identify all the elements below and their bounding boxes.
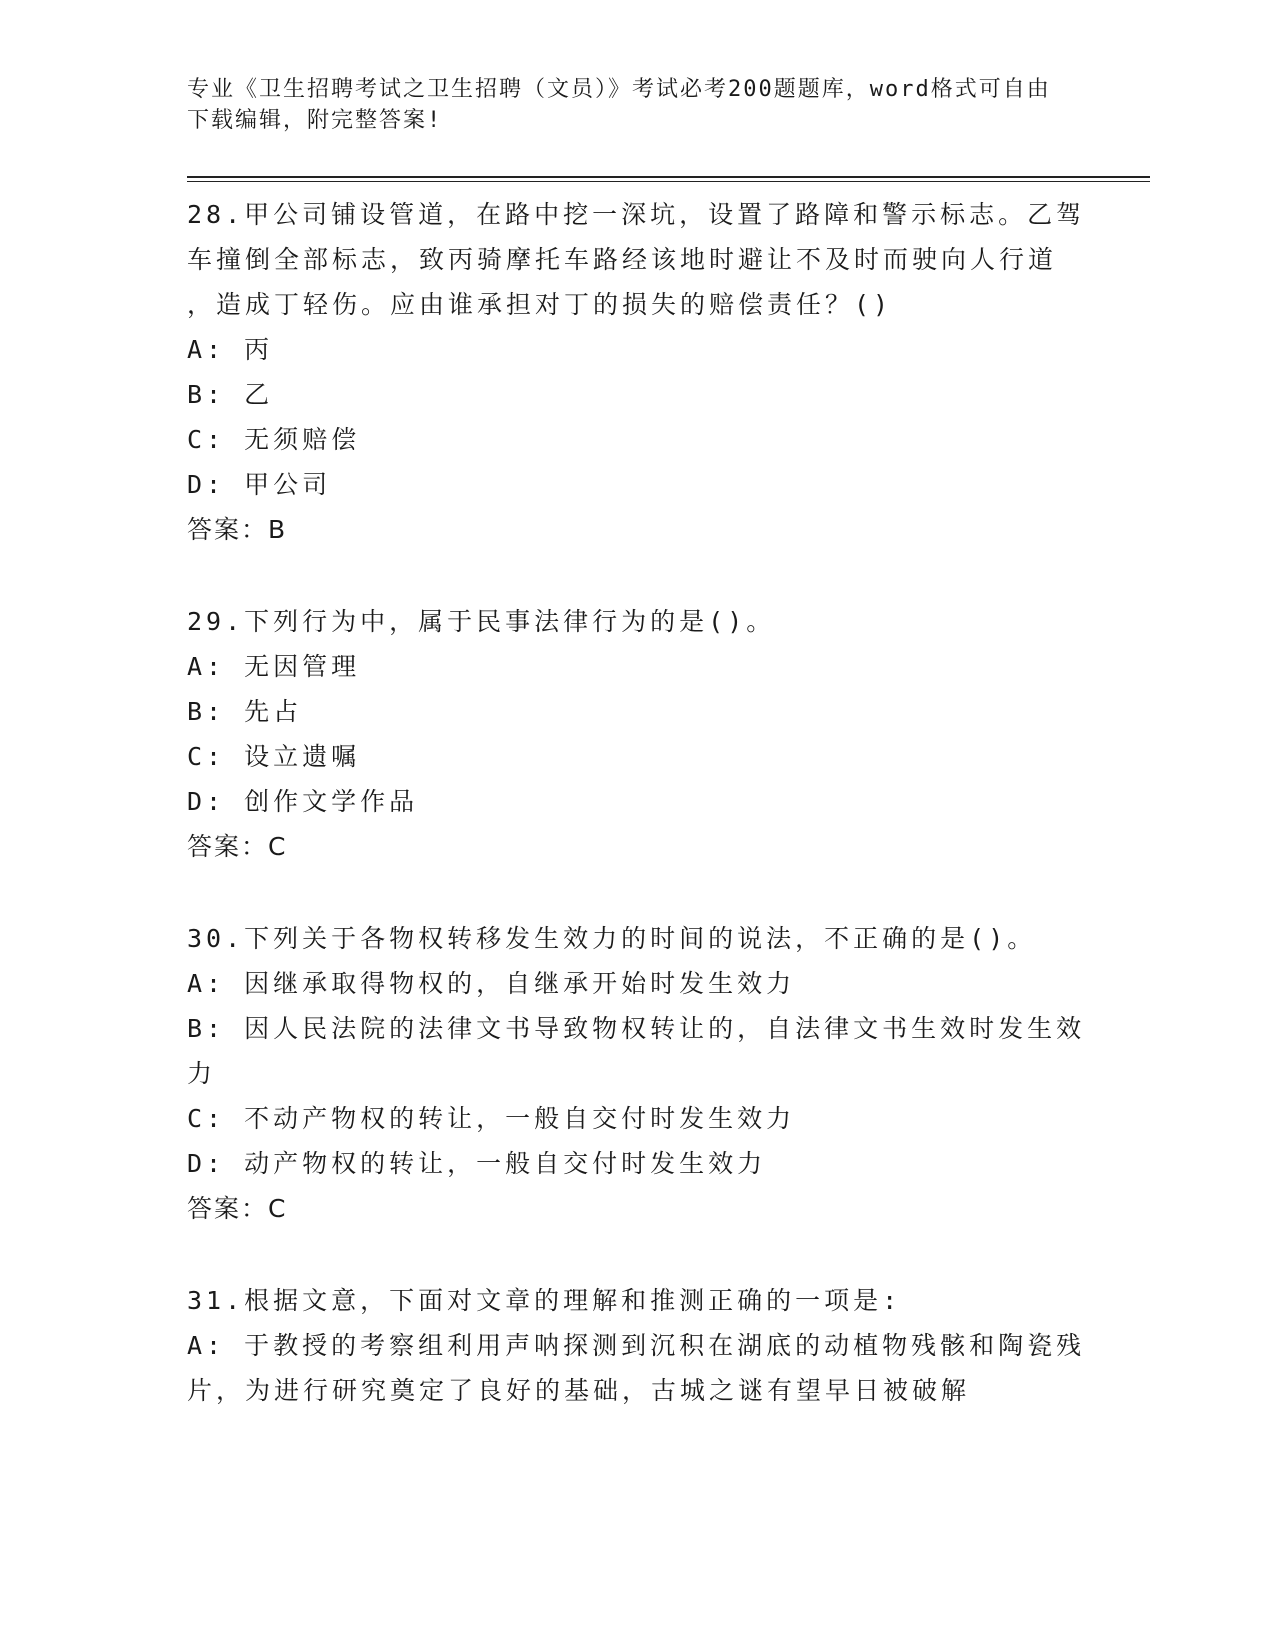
- answer-label: 答案：C: [187, 832, 288, 861]
- answer-label: 答案：B: [187, 515, 288, 544]
- question-stem-line: 28.甲公司铺设管道，在路中挖一深坑，设置了路障和警示标志。乙驾: [187, 200, 1086, 229]
- option-b: B: 乙: [187, 380, 274, 409]
- option-a: A: 于教授的考察组利用声呐探测到沉积在湖底的动植物残骸和陶瓷残: [187, 1331, 1086, 1360]
- option-d: D: 创作文学作品: [187, 787, 419, 816]
- option-a: A: 因继承取得物权的，自继承开始时发生效力: [187, 969, 796, 998]
- option-a: A: 无因管理: [187, 652, 361, 681]
- spacer: [187, 552, 1067, 599]
- question-list: [187, 192, 1086, 1413]
- option-b: B: 因人民法院的法律文书导致物权转让的，自法律文书生效时发生效: [187, 1014, 1086, 1043]
- question-stem-line: 29.下列行为中，属于民事法律行为的是()。: [187, 607, 776, 636]
- question-29: [187, 599, 1067, 869]
- question-stem-line: 30.下列关于各物权转移发生效力的时间的说法，不正确的是()。: [187, 924, 1037, 953]
- document-intro: 专业《卫生招聘考试之卫生招聘（文员）》考试必考200题题库，word格式可自由下载编辑，附完整答案!: [187, 77, 1051, 133]
- question-stem-line: 车撞倒全部标志，致丙骑摩托车路经该地时避让不及时而驶向人行道: [187, 245, 1058, 274]
- question-31: [187, 1278, 1086, 1413]
- question-stem-line: ，造成丁轻伤。应由谁承担对丁的损失的赔偿责任？(): [187, 290, 893, 319]
- header-rule-thin: [187, 181, 1150, 182]
- spacer: [187, 869, 1067, 916]
- option-c: C: 无须赔偿: [187, 425, 361, 454]
- option-b-continued: 力: [187, 1059, 217, 1088]
- question-28: [187, 192, 1086, 552]
- spacer: [187, 1231, 1067, 1278]
- question-30: [187, 916, 1086, 1231]
- option-d: D: 动产物权的转让，一般自交付时发生效力: [187, 1149, 767, 1178]
- option-a: A: 丙: [187, 335, 274, 364]
- answer-label: 答案：C: [187, 1194, 288, 1223]
- option-c: C: 设立遗嘱: [187, 742, 361, 771]
- option-d: D: 甲公司: [187, 470, 332, 499]
- question-stem-line: 31.根据文意，下面对文章的理解和推测正确的一项是:: [187, 1286, 902, 1315]
- option-b: B: 先占: [187, 697, 303, 726]
- option-a-continued: 片，为进行研究奠定了良好的基础，古城之谜有望早日被破解: [187, 1376, 971, 1405]
- header-rule-thick: [187, 176, 1150, 178]
- option-c: C: 不动产物权的转让，一般自交付时发生效力: [187, 1104, 796, 1133]
